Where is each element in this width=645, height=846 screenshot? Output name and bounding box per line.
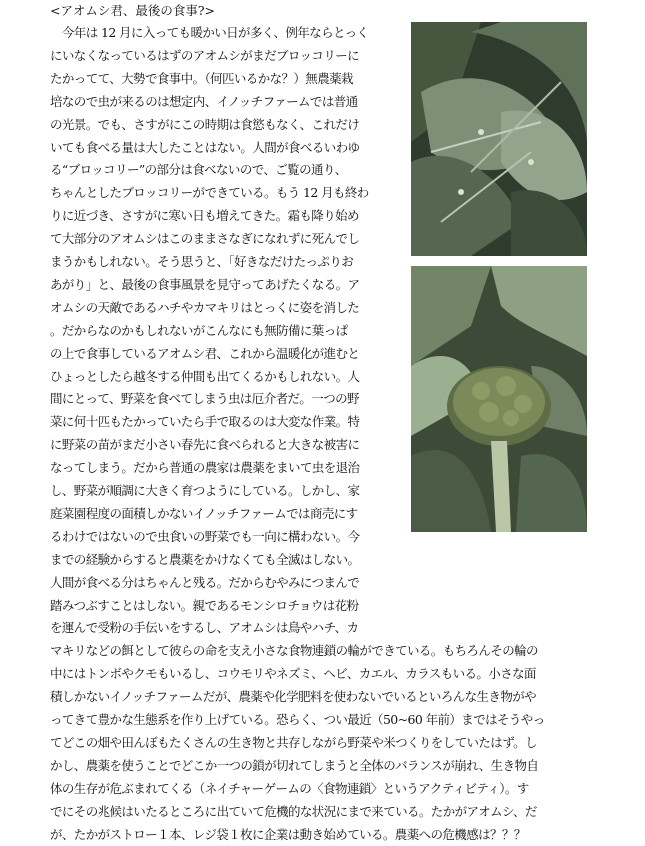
- caterpillar-leaves-photo: [411, 22, 587, 256]
- body-text-line: てどこの畑や田んぼもたくさんの生き物と共存しながら野菜や米つくりをしていたはず。し: [50, 734, 537, 750]
- body-text-line: 積しかないイノッチファームだが、農薬や化学肥料を使わないでいるといろんな生き物がや: [50, 689, 537, 705]
- body-text-line: て大部分のアオムシはこのままさなぎになれずに死んでし: [50, 231, 360, 247]
- caterpillar-leaves-image: [411, 22, 587, 256]
- body-text-line: あがり」と、最後の食事風景を見守ってあげたくなる。ア: [50, 276, 360, 292]
- body-text-line: るわけではないので虫食いの野菜でも一向に構わない。今: [50, 528, 360, 544]
- body-text-line: 培なので虫が来るのは想定内、イノッチファームでは普通: [50, 93, 358, 109]
- body-text-line: 中にはトンボやクモもいるし、コウモリやネズミ、ヘビ、カエル、カラスもいる。小さな面: [50, 666, 536, 682]
- body-text-line: 間にとって、野菜を食べてしまう虫は厄介者だ。一つの野: [50, 391, 359, 407]
- body-text-line: なってしまう。だから普通の農家は農薬をまいて虫を退治: [50, 460, 360, 476]
- body-text-line: る“ブロッコリー”の部分は食べないので、ご覧の通り、: [50, 162, 347, 178]
- body-text-line: 。だからなのかもしれないがこんなにも無防備に葉っぱ: [50, 322, 348, 338]
- body-text-line: いても食べる量は大したことはない。人間が食べるいわゆ: [50, 139, 360, 155]
- body-text-line: が、たかがストロー１本、レジ袋１枚に企業は動き始めている。農薬への危機感は？？？: [50, 826, 526, 842]
- body-text-line: かし、農薬を使うことでどこか一つの鎖が切れてしまうと全体のバランスが崩れ、生き物自: [50, 757, 539, 773]
- body-text-line: 体の生存が危ぶまれてくる（ネイチャーゲームの〈食物連鎖〉というアクティビティ）。す: [50, 780, 529, 796]
- body-text-line: たかってて、大勢で食事中。（何匹いるかな？）無農薬栽: [50, 70, 353, 86]
- article-title: <アオムシ君、最後の食事?>: [50, 3, 216, 18]
- body-text-line: オムシの天敵であるハチやカマキリはとっくに姿を消した: [50, 299, 360, 315]
- broccoli-photo: [411, 266, 587, 532]
- body-text-line: 菜に何十匹もたかっていたら手で取るのは大変な作業。特: [50, 414, 360, 430]
- body-text-line: までの経験からすると農薬をかけなくても全滅はしない。: [50, 551, 360, 567]
- body-text-line: りに近づき、さすがに寒い日も増えてきた。霜も降り始め: [50, 208, 359, 224]
- body-text-line: の上で食事しているアオムシ君、これから温暖化が進むと: [50, 345, 360, 361]
- body-text-line: マキリなどの餌として彼らの命を支え小さな食物連鎖の輪ができている。もちろんその輪の: [50, 643, 538, 659]
- body-text-line: を運んで受粉の手伝いをするし、アオムシは鳥やハチ、カ: [50, 620, 359, 636]
- body-text-line: し、野菜が順調に大きく育つようにしている。しかし、家: [50, 483, 360, 498]
- body-text-line: ってきて豊かな生態系を作り上げている。恐らく、つい最近（50~60 年前）まではそうやっ: [50, 712, 545, 727]
- broccoli-image: [411, 266, 587, 532]
- body-text-line: 今年は 12 月に入っても暖かい日が多く、例年ならとっく: [50, 25, 369, 40]
- body-text-line: の光景。でも、さすがにこの時期は食慾もなく、これだけ: [50, 116, 360, 132]
- body-text-line: ちゃんとしたブロッコリーができている。もう 12 月も終わ: [50, 185, 369, 201]
- body-text-line: 人間が食べる分はちゃんと残る。だからむやみにつまんで: [50, 574, 360, 590]
- body-text-line: ひょっとしたら越冬する仲間も出てくるかもしれない。人: [50, 368, 360, 384]
- body-text-line: 庭菜園程度の面積しかないイノッチファームでは商売にす: [50, 505, 358, 521]
- body-text-line: にいなくなっているはずのアオムシがまだブロッコリーに: [50, 47, 360, 63]
- body-text-line: に野菜の苗がまだ小さい春先に食べられると大きな被害に: [50, 437, 360, 453]
- body-text-line: でにその兆候はいたるところに出ていて危機的な状況にまで来ている。たかがアオムシ、だ: [50, 803, 537, 819]
- body-text-line: 踏みつぶすことはしない。親であるモンシロチョウは花粉: [50, 597, 359, 613]
- body-text-line: まうかもしれない。そう思うと、「好きなだけたっぷりお: [50, 254, 354, 269]
